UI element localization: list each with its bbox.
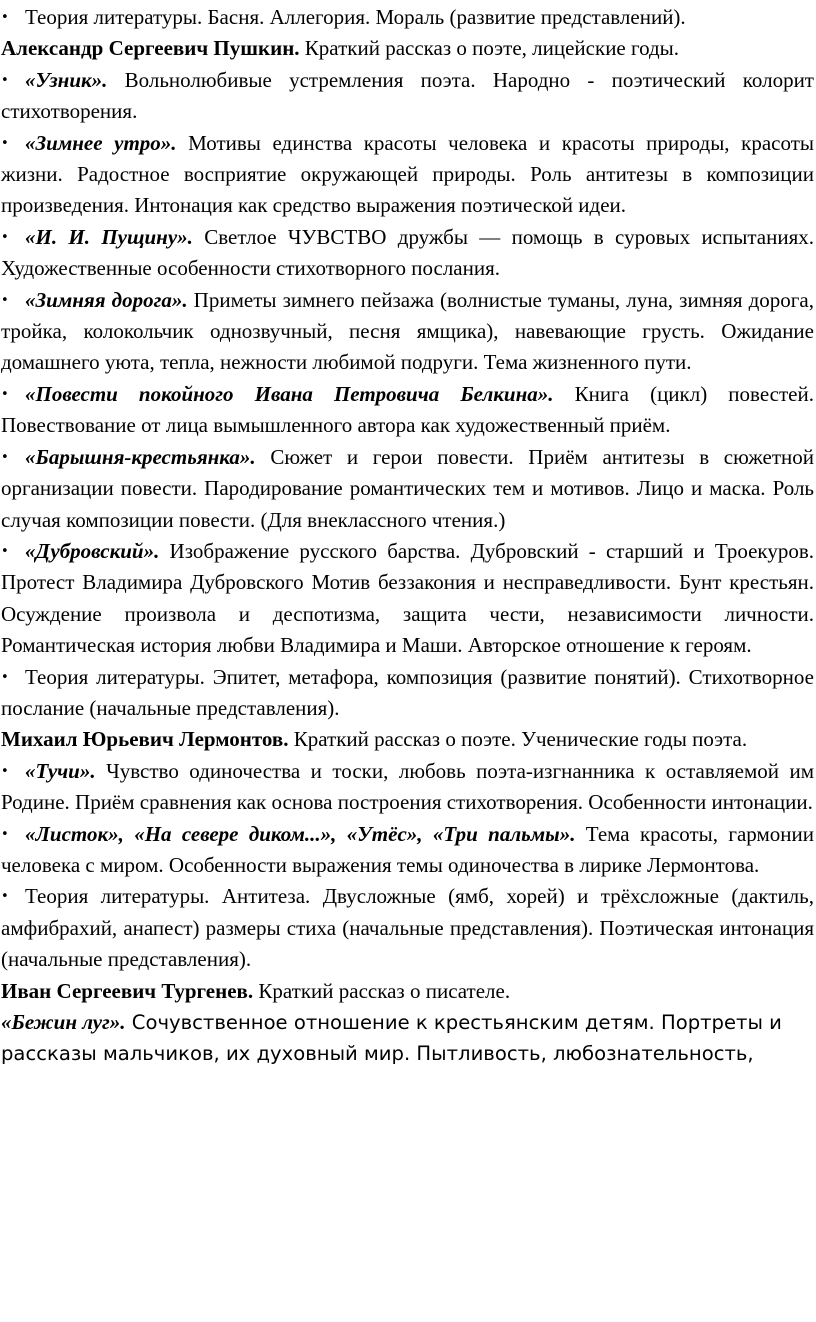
work-title: «Тучи».	[25, 758, 96, 783]
paragraph-uznik	[1, 65, 814, 128]
bullet-icon: •	[1, 543, 9, 559]
paragraph-text: Чувство одиночества и тоски, любовь поэта-изгнанника к оставляемой им Родине. Приём сравнения как основа построения стихотворения. Особенности интонации.	[1, 758, 814, 815]
bullet-icon: •	[1, 449, 9, 465]
paragraph-epithet-theory	[1, 662, 814, 725]
work-title: «Зимнее утро».	[25, 130, 177, 155]
paragraph-text: Книга (цикл) повестей. Повествование от лица вымышленного автора как художественный приём.	[1, 381, 814, 438]
paragraph-text: Сочувственное отношение к крестьянским детям. Портреты и рассказы мальчиков, их духовный мир. Пытливость, любознательность,	[1, 1011, 782, 1066]
paragraph-text: Вольнолюбивые устремления поэта. Народно - поэтический колорит стихотворения.	[1, 67, 814, 124]
paragraph-baryshnya	[1, 442, 814, 536]
paragraph-pushkin-heading	[1, 33, 814, 64]
paragraph-text: Приметы зимнего пейзажа (волнистые туманы, луна, зимняя дорога, тройка, колокольчик однозвучный, песня ямщика), навевающие грусть. Ожидание домашнего уюта, тепла, нежности любимой подруги. Тема жизненного пути.	[1, 287, 814, 375]
author-name: Михаил Юрьевич Лермонтов.	[1, 727, 289, 752]
paragraph-text: Светлое ЧУВСТВО дружбы — помощь в суровых испытаниях. Художественные особенности стихотворного послания.	[1, 224, 814, 281]
paragraph-lermontov-heading	[1, 724, 814, 755]
work-title: «Барышня-крестьянка».	[25, 444, 256, 469]
work-title: «Узник».	[25, 67, 108, 92]
paragraph-zimnyaya-doroga	[1, 285, 814, 379]
paragraph-text: Краткий рассказ о писателе.	[253, 978, 511, 1003]
bullet-icon: •	[1, 135, 9, 151]
work-title: «И. И. Пущину».	[25, 224, 193, 249]
author-name: Александр Сергеевич Пушкин.	[1, 36, 300, 61]
bullet-icon: •	[1, 229, 9, 245]
author-name: Иван Сергеевич Тургенев.	[1, 978, 254, 1003]
paragraph-text: Краткий рассказ о поэте, лицейские годы.	[299, 36, 680, 61]
work-title: «Дубровский».	[25, 538, 160, 563]
bullet-icon: •	[1, 889, 9, 905]
paragraph-text: Мотивы единства красоты человека и красоты природы, красоты жизни. Радостное восприятие окружающей природы. Роль антитезы в композиции произведения. Интонация как средство выражения поэтической идеи.	[1, 130, 814, 218]
work-title: «Повести покойного Ивана Петровича Белкина».	[25, 381, 554, 406]
bullet-icon: •	[1, 72, 9, 88]
paragraph-text: Изображение русского барства. Дубровский - старший и Троекуров. Протест Владимира Дубровского Мотив беззакония и несправедливости. Бунт крестьян. Осуждение произвола и деспотизма, защита чести, независимости личности. Романтическая история любви Владимира и Маши. Авторское отношение к героям.	[1, 538, 814, 658]
paragraph-text: Сюжет и герои повести. Приём антитезы в сюжетной организации повести. Пародирование романтических тем и мотивов. Лицо и маска. Роль случая композиции повести. (Для внеклассного чтения.)	[1, 444, 814, 532]
bullet-icon: •	[1, 386, 9, 402]
paragraph-bezhin-lug	[1, 1007, 814, 1070]
bullet-icon: •	[1, 292, 9, 308]
paragraph-listok	[1, 819, 814, 882]
work-title: «Листок», «На севере диком...», «Утёс», «Три пальмы».	[25, 821, 576, 846]
bullet-icon: •	[1, 826, 9, 842]
bullet-icon: •	[1, 763, 9, 779]
paragraph-text: Краткий рассказ о поэте. Ученические годы поэта.	[288, 727, 748, 752]
paragraph-turgenev-heading	[1, 976, 814, 1007]
paragraph-antithesis-theory	[1, 881, 814, 975]
paragraph-text: Теория литературы. Эпитет, метафора, композиция (развитие понятий). Стихотворное послание (начальные представления).	[1, 664, 814, 720]
paragraph-text: Теория литературы. Антитеза. Двусложные (ямб, хорей) и трёхсложные (дактиль, амфибрахий, анапест) размеры стиха (начальные представления). Поэтическая интонация (начальные представления).	[1, 884, 814, 972]
bullet-icon: •	[1, 10, 9, 25]
paragraph-belkin	[1, 379, 814, 442]
work-title: «Зимняя дорога».	[25, 287, 188, 312]
paragraph-zimnee-utro	[1, 128, 814, 222]
paragraph-text: Теория литературы. Басня. Аллегория. Мораль (развитие представлений).	[25, 5, 686, 29]
paragraph-fable-theory	[1, 2, 814, 33]
bullet-icon: •	[1, 669, 9, 685]
paragraph-pushchinu	[1, 222, 814, 285]
paragraph-tuchi	[1, 756, 814, 819]
work-title: «Бежин луг».	[1, 1010, 126, 1034]
paragraph-text: Тема красоты, гармонии человека с миром. Особенности выражения темы одиночества в лирике Лермонтова.	[1, 821, 814, 877]
paragraph-dubrovsky	[1, 536, 814, 662]
